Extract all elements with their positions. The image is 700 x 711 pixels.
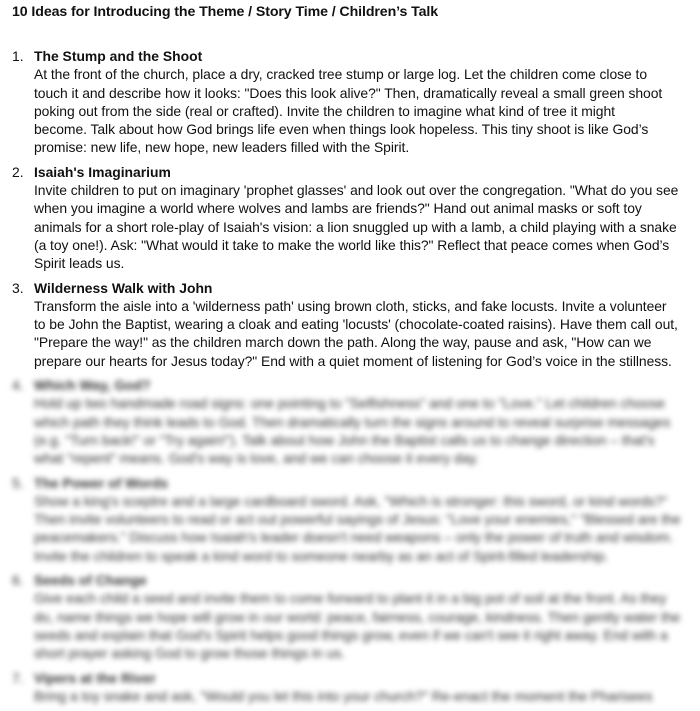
idea-text-line: when you imagine a world where wolves and lambs are friends?" Hand out animal masks or soft toy [34, 200, 642, 217]
idea-number: 4. [12, 377, 24, 394]
idea-text-line: Invite children to put on imaginary 'prophet glasses' and look out over the congregation. "What do you see [34, 182, 679, 199]
idea-title: Vipers at the River [34, 669, 156, 686]
idea-text-line: prepare our hearts for Jesus today?" End with a quiet moment of listening for God’s voice in the stillness. [34, 352, 672, 369]
idea-number: 3. [12, 279, 24, 296]
idea-text-line: "Prepare the way!" as the children march down the path. Along the way, pause and ask, "How can we [34, 334, 652, 351]
idea-text-line: (e.g. "Turn back!" or "Try again!"). Talk about how John the Baptist calls us to change direction – that's [34, 431, 655, 448]
idea-text-line: peacemakers." Discuss how Isaiah's leader doesn't need weapons – only the power of truth and wisdom. [34, 529, 674, 546]
idea-text-line: At the front of the church, place a dry, cracked tree stump or large log. Let the children come close to [34, 66, 647, 83]
idea-text-line: short prayer asking God to grow those things in us. [34, 645, 345, 662]
idea-text-line: become. Talk about how God brings life even when things look hopeless. This tiny shoot is like God’s [34, 121, 649, 138]
idea-item-blurred [0, 571, 700, 662]
idea-text-line: Bring a toy snake and ask, "Would you let this into your church?" Re-enact the moment the Pharisees [34, 687, 653, 704]
document-title: 10 Ideas for Introducing the Theme / Story Time / Children’s Talk [12, 4, 439, 20]
idea-text-line: Hold up two handmade road signs: one pointing to "Selfishness" and one to "Love." Let children choose [34, 395, 665, 412]
idea-item-blurred [0, 376, 700, 467]
idea-text-line: do, name things we hope will grow in our world: peace, fairness, courage, kindness. Then gently water the [34, 608, 681, 625]
idea-item-blurred [0, 669, 700, 706]
idea-title: The Power of Words [34, 474, 169, 491]
idea-item-blurred [0, 474, 700, 565]
idea-text-line: Transform the aisle into a 'wilderness path' using brown cloth, sticks, and fake locusts. Invite a volunteer [34, 297, 667, 314]
idea-item [0, 163, 700, 273]
idea-title: Which Way, God? [34, 377, 151, 394]
idea-number: 7. [12, 669, 24, 686]
idea-item [0, 47, 700, 157]
idea-text-line: what "repent" means. God's way is love, and we can choose it every day. [34, 450, 479, 467]
idea-text-line: animals for a short role-play of Isaiah's vision: a lion snuggled up with a lamb, a child playing with a snake [34, 218, 677, 235]
idea-title: Seeds of Change [34, 572, 147, 589]
idea-text-line: to be John the Baptist, wearing a cloak and eating 'locusts' (chocolate-coated raisins). Have them call out, [34, 316, 678, 333]
idea-text-line: which path they think leads to God. Then dramatically turn the signs around to reveal surprise messages [34, 413, 671, 430]
idea-text-line: seeds and explain that God's Spirit helps good things grow, even if we can't see it right away. End with a [34, 626, 668, 643]
idea-text-line: Then invite volunteers to read or act out powerful sayings of Jesus: "Love your enemies," "Blessed are the [34, 511, 681, 528]
idea-text-line: touch it and describe how it looks: "Does this look alive?" Then, dramatically reveal a small green shoot [34, 84, 663, 101]
idea-number: 2. [12, 163, 24, 180]
idea-text-line: Spirit leads us. [34, 255, 125, 272]
idea-text-line: Give each child a seed and invite them to come forward to plant it in a big pot of soil at the front. As they [34, 590, 667, 607]
idea-text-line: (a toy one!). Ask: "What would it take to make the world like this?" Reflect that peace comes when God’s [34, 236, 670, 253]
idea-number: 1. [12, 48, 24, 64]
idea-item [0, 279, 700, 370]
idea-text-line: Show a king's sceptre and a large cardboard sword. Ask, "Which is stronger: this sword, or kind words?" [34, 492, 668, 509]
idea-text-line: poking out from the side (real or crafted). Invite the children to imagine what kind of tree it might [34, 102, 615, 119]
idea-title: Wilderness Walk with John [34, 279, 213, 296]
idea-text-line: Invite the children to speak a kind word to someone nearby as an act of Spirit-filled leadership. [34, 547, 609, 564]
idea-number: 6. [12, 572, 24, 589]
idea-title: The Stump and the Shoot [34, 48, 203, 64]
ideas-list [0, 47, 700, 711]
idea-title: Isaiah's Imaginarium [34, 163, 171, 180]
idea-text-line: promise: new life, new hope, new leaders filled with the Spirit. [34, 139, 410, 156]
idea-number: 5. [12, 474, 24, 491]
